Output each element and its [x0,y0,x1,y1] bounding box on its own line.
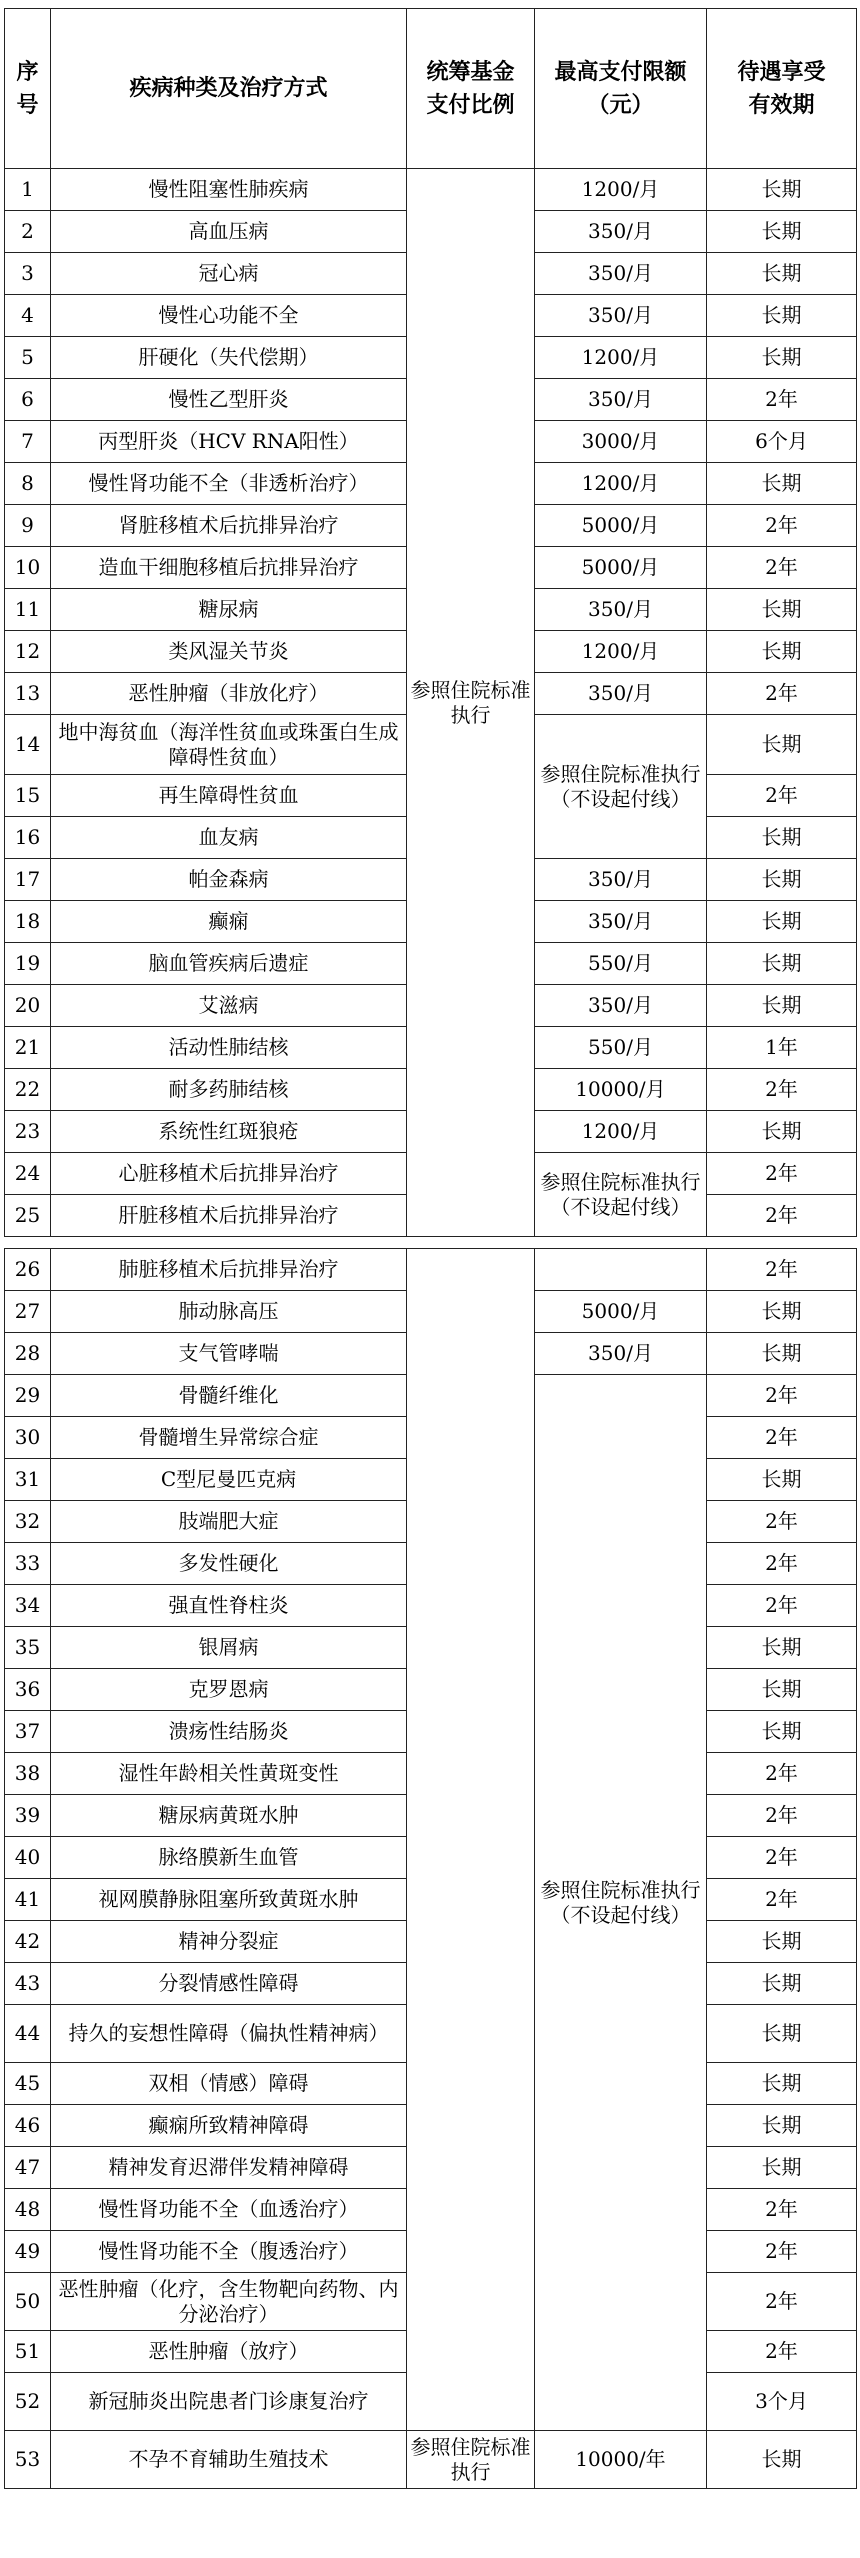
row-valid-period: 2年 [707,1501,857,1543]
row-index: 19 [5,943,51,985]
row-valid-period: 长期 [707,901,857,943]
row-valid-period: 6个月 [707,421,857,463]
row-valid-period: 长期 [707,2431,857,2489]
row-index: 11 [5,589,51,631]
row-index: 41 [5,1879,51,1921]
row-index: 16 [5,817,51,859]
row-disease: 慢性肾功能不全（非透析治疗） [51,463,407,505]
row-disease: 银屑病 [51,1627,407,1669]
row-index: 40 [5,1837,51,1879]
row-index: 13 [5,673,51,715]
row-disease: 支气管哮喘 [51,1333,407,1375]
row-index: 49 [5,2231,51,2273]
row-disease: 高血压病 [51,211,407,253]
row-max-limit: 1200/月 [535,337,707,379]
row-max-limit: 550/月 [535,943,707,985]
row-disease: 骨髓纤维化 [51,1375,407,1417]
row-valid-period: 长期 [707,985,857,1027]
fund-ratio-merged: 参照住院标准执行 [407,2431,535,2489]
row-disease: 湿性年龄相关性黄斑变性 [51,1753,407,1795]
row-disease: 肺脏移植术后抗排异治疗 [51,1249,407,1291]
row-valid-period: 2年 [707,379,857,421]
max-limit-merged: 参照住院标准执行（不设起付线） [535,1153,707,1237]
row-valid-period: 2年 [707,1417,857,1459]
row-valid-period: 2年 [707,505,857,547]
row-valid-period: 长期 [707,1711,857,1753]
table-body-part2 [5,1249,857,2489]
row-index: 29 [5,1375,51,1417]
row-index: 7 [5,421,51,463]
row-index: 2 [5,211,51,253]
table-row [5,169,857,211]
fund-ratio-empty-merged [407,1249,535,2431]
row-index: 53 [5,2431,51,2489]
row-valid-period: 2年 [707,1795,857,1837]
row-valid-period: 2年 [707,2273,857,2331]
row-disease: 多发性硬化 [51,1543,407,1585]
row-max-limit: 5000/月 [535,505,707,547]
row-valid-period: 2年 [707,1375,857,1417]
row-valid-period: 长期 [707,817,857,859]
row-valid-period: 长期 [707,1291,857,1333]
row-valid-period: 2年 [707,1153,857,1195]
row-valid-period: 长期 [707,1627,857,1669]
row-index: 12 [5,631,51,673]
row-disease: 分裂情感性障碍 [51,1963,407,2005]
row-disease: 造血干细胞移植后抗排异治疗 [51,547,407,589]
row-disease: 类风湿关节炎 [51,631,407,673]
disease-coverage-table [4,8,857,2489]
row-valid-period: 2年 [707,547,857,589]
row-valid-period: 2年 [707,1195,857,1237]
row-index: 37 [5,1711,51,1753]
row-max-limit: 350/月 [535,1333,707,1375]
row-valid-period: 长期 [707,463,857,505]
row-disease: 肝硬化（失代偿期） [51,337,407,379]
row-max-limit: 350/月 [535,985,707,1027]
row-disease: 克罗恩病 [51,1669,407,1711]
row-index: 39 [5,1795,51,1837]
row-valid-period: 1年 [707,1027,857,1069]
row-valid-period: 2年 [707,673,857,715]
row-disease: 冠心病 [51,253,407,295]
row-index: 45 [5,2063,51,2105]
row-disease: 不孕不育辅助生殖技术 [51,2431,407,2489]
table-body-part1 [5,169,857,1237]
row-disease: 肾脏移植术后抗排异治疗 [51,505,407,547]
row-valid-period: 长期 [707,589,857,631]
row-index: 10 [5,547,51,589]
row-disease: 恶性肿瘤（化疗，含生物靶向药物、内分泌治疗） [51,2273,407,2331]
row-valid-period: 2年 [707,775,857,817]
row-index: 46 [5,2105,51,2147]
row-disease: 慢性心功能不全 [51,295,407,337]
row-valid-period: 长期 [707,1459,857,1501]
row-index: 8 [5,463,51,505]
row-valid-period: 长期 [707,1333,857,1375]
row-max-limit: 350/月 [535,673,707,715]
policy-table-container [4,8,856,2489]
row-index: 27 [5,1291,51,1333]
row-disease: 慢性肾功能不全（腹透治疗） [51,2231,407,2273]
row-index: 30 [5,1417,51,1459]
row-disease: 恶性肿瘤（非放化疗） [51,673,407,715]
row-max-limit: 350/月 [535,901,707,943]
row-max-limit [535,1249,707,1291]
row-disease: 糖尿病 [51,589,407,631]
row-index: 33 [5,1543,51,1585]
row-valid-period: 长期 [707,631,857,673]
row-disease: 持久的妄想性障碍（偏执性精神病） [51,2005,407,2063]
row-index: 44 [5,2005,51,2063]
row-max-limit: 550/月 [535,1027,707,1069]
row-disease: 肢端肥大症 [51,1501,407,1543]
row-index: 47 [5,2147,51,2189]
header-row [5,9,857,169]
row-valid-period: 长期 [707,1111,857,1153]
row-valid-period: 长期 [707,1963,857,2005]
row-disease: 慢性阻塞性肺疾病 [51,169,407,211]
row-valid-period: 3个月 [707,2373,857,2431]
row-disease: 心脏移植术后抗排异治疗 [51,1153,407,1195]
row-max-limit: 5000/月 [535,1291,707,1333]
row-index: 26 [5,1249,51,1291]
row-max-limit: 350/月 [535,859,707,901]
row-max-limit: 350/月 [535,295,707,337]
row-index: 18 [5,901,51,943]
row-index: 48 [5,2189,51,2231]
row-max-limit: 350/月 [535,211,707,253]
row-index: 17 [5,859,51,901]
row-disease: C型尼曼匹克病 [51,1459,407,1501]
row-index: 42 [5,1921,51,1963]
row-max-limit: 1200/月 [535,631,707,673]
row-valid-period: 长期 [707,2105,857,2147]
row-index: 24 [5,1153,51,1195]
table-row [5,2431,857,2489]
row-valid-period: 长期 [707,943,857,985]
row-index: 21 [5,1027,51,1069]
row-disease: 癫痫 [51,901,407,943]
row-valid-period: 2年 [707,1069,857,1111]
row-valid-period: 长期 [707,169,857,211]
row-valid-period: 2年 [707,1879,857,1921]
row-valid-period: 2年 [707,1753,857,1795]
row-valid-period: 长期 [707,1669,857,1711]
row-valid-period: 2年 [707,2231,857,2273]
section-gap [5,1237,857,1249]
row-disease: 肝脏移植术后抗排异治疗 [51,1195,407,1237]
row-max-limit: 1200/月 [535,169,707,211]
row-disease: 系统性红斑狼疮 [51,1111,407,1153]
row-index: 5 [5,337,51,379]
row-disease: 肺动脉高压 [51,1291,407,1333]
row-index: 6 [5,379,51,421]
row-max-limit: 10000/月 [535,1069,707,1111]
row-disease: 新冠肺炎出院患者门诊康复治疗 [51,2373,407,2431]
row-disease: 血友病 [51,817,407,859]
row-index: 50 [5,2273,51,2331]
header-index: 序号 [5,9,51,169]
row-valid-period: 长期 [707,2147,857,2189]
row-valid-period: 2年 [707,1249,857,1291]
row-disease: 骨髓增生异常综合症 [51,1417,407,1459]
row-max-limit: 1200/月 [535,463,707,505]
row-index: 31 [5,1459,51,1501]
row-disease: 慢性肾功能不全（血透治疗） [51,2189,407,2231]
row-index: 35 [5,1627,51,1669]
row-index: 34 [5,1585,51,1627]
row-index: 52 [5,2373,51,2431]
header-max-limit: 最高支付限额 （元） [535,9,707,169]
row-valid-period: 2年 [707,2189,857,2231]
row-valid-period: 长期 [707,253,857,295]
header-disease: 疾病种类及治疗方式 [51,9,407,169]
row-disease: 强直性脊柱炎 [51,1585,407,1627]
row-valid-period: 长期 [707,715,857,775]
row-valid-period: 长期 [707,211,857,253]
row-valid-period: 2年 [707,1543,857,1585]
row-index: 32 [5,1501,51,1543]
row-index: 25 [5,1195,51,1237]
row-disease: 地中海贫血（海洋性贫血或珠蛋白生成障碍性贫血） [51,715,407,775]
table-row [5,1249,857,1291]
row-valid-period: 2年 [707,1837,857,1879]
row-disease: 视网膜静脉阻塞所致黄斑水肿 [51,1879,407,1921]
row-index: 1 [5,169,51,211]
row-disease: 精神分裂症 [51,1921,407,1963]
row-max-limit: 350/月 [535,379,707,421]
row-valid-period: 长期 [707,2063,857,2105]
row-disease: 活动性肺结核 [51,1027,407,1069]
row-index: 9 [5,505,51,547]
row-index: 22 [5,1069,51,1111]
row-index: 38 [5,1753,51,1795]
row-disease: 糖尿病黄斑水肿 [51,1795,407,1837]
row-disease: 癫痫所致精神障碍 [51,2105,407,2147]
row-max-limit: 3000/月 [535,421,707,463]
row-max-limit: 1200/月 [535,1111,707,1153]
row-disease: 脑血管疾病后遗症 [51,943,407,985]
row-index: 20 [5,985,51,1027]
row-disease: 再生障碍性贫血 [51,775,407,817]
row-max-limit: 350/月 [535,253,707,295]
fund-ratio-merged: 参照住院标准执行 [407,169,535,1237]
row-valid-period: 长期 [707,1921,857,1963]
header-fund-ratio: 统筹基金 支付比例 [407,9,535,169]
row-valid-period: 2年 [707,2331,857,2373]
row-disease: 帕金森病 [51,859,407,901]
row-disease: 慢性乙型肝炎 [51,379,407,421]
max-limit-merged: 参照住院标准执行（不设起付线） [535,715,707,859]
max-limit-merged: 参照住院标准执行（不设起付线） [535,1375,707,2431]
row-disease: 脉络膜新生血管 [51,1837,407,1879]
row-disease: 溃疡性结肠炎 [51,1711,407,1753]
row-index: 43 [5,1963,51,2005]
row-disease: 双相（情感）障碍 [51,2063,407,2105]
row-index: 4 [5,295,51,337]
row-index: 15 [5,775,51,817]
row-disease: 艾滋病 [51,985,407,1027]
row-index: 14 [5,715,51,775]
row-valid-period: 长期 [707,859,857,901]
row-max-limit: 5000/月 [535,547,707,589]
row-index: 23 [5,1111,51,1153]
row-max-limit: 10000/年 [535,2431,707,2489]
row-disease: 耐多药肺结核 [51,1069,407,1111]
row-disease: 恶性肿瘤（放疗） [51,2331,407,2373]
row-valid-period: 长期 [707,2005,857,2063]
row-valid-period: 长期 [707,337,857,379]
row-index: 51 [5,2331,51,2373]
row-index: 3 [5,253,51,295]
row-disease: 丙型肝炎（HCV RNA阳性） [51,421,407,463]
row-valid-period: 2年 [707,1585,857,1627]
row-index: 28 [5,1333,51,1375]
row-max-limit: 350/月 [535,589,707,631]
row-valid-period: 长期 [707,295,857,337]
row-disease: 精神发育迟滞伴发精神障碍 [51,2147,407,2189]
row-index: 36 [5,1669,51,1711]
header-valid-period: 待遇享受 有效期 [707,9,857,169]
